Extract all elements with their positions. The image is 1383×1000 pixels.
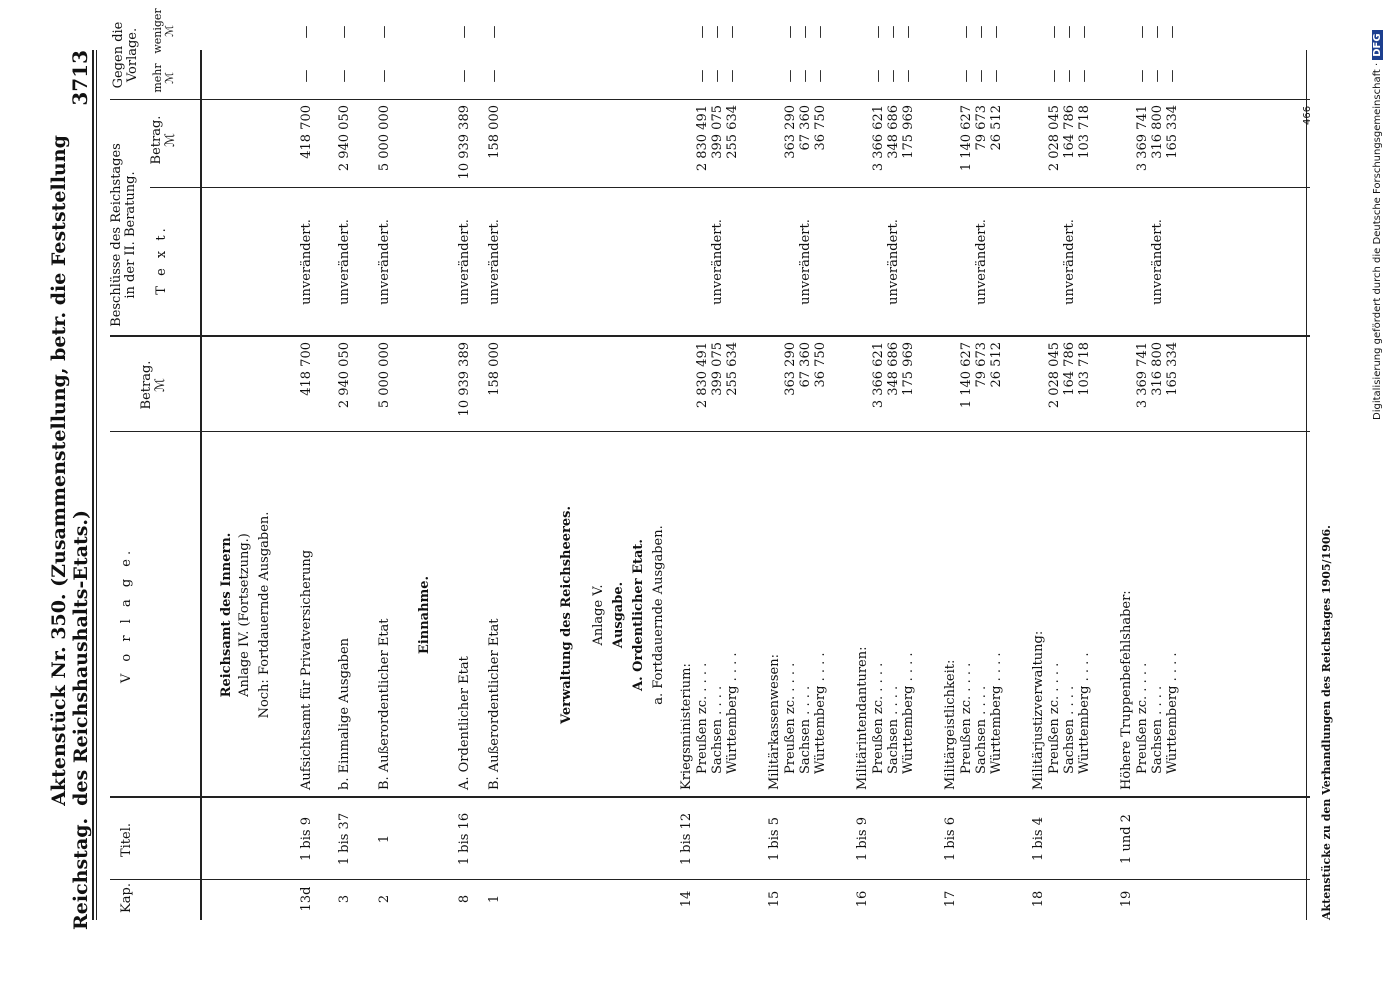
group-betrag: 399 075 [710, 342, 725, 396]
row-label: Anlage V. [591, 584, 606, 646]
group-betrag2: 348 686 [886, 105, 901, 159]
group-state: Sachsen . . . . [1150, 685, 1165, 774]
row-label: Reichsamt des Innern. [219, 532, 234, 698]
group-betrag: 348 686 [886, 342, 901, 396]
group-betrag: 1 140 627 [959, 342, 974, 409]
row-titel: 1 [377, 834, 392, 844]
header-title: Aktenstück Nr. 350. (Zusammenstellung, betr. die Feststellung des Reichshaushalts-Etats.) [48, 135, 92, 806]
row-betrag2: 5 000 000 [377, 105, 392, 172]
group-betrag: 164 786 [1062, 342, 1077, 396]
group-state: Württemberg . . . . [989, 652, 1004, 774]
group-mehr: — [901, 69, 916, 83]
group-betrag2: 164 786 [1062, 105, 1077, 159]
group-betrag: 26 512 [989, 342, 1004, 388]
group-betrag2: 1 140 627 [959, 105, 974, 172]
group-betrag: 79 673 [974, 342, 989, 388]
group-betrag: 67 360 [798, 342, 813, 388]
group-weniger: — [813, 25, 828, 39]
group-weniger: — [1047, 25, 1062, 39]
group-state: Preußen zc. . . . . [1135, 662, 1150, 774]
col-vorlage: V o r l a g e. [119, 546, 134, 684]
page-small-number: 466 [1302, 105, 1313, 125]
group-mehr: — [1047, 69, 1062, 83]
row-weniger: — [377, 25, 392, 39]
page-header [48, 50, 92, 930]
group-betrag2: 165 334 [1165, 105, 1180, 159]
row-titel: 1 bis 9 [299, 817, 314, 861]
group-betrag2: 79 673 [974, 105, 989, 151]
row-label: Anlage IV. (Fortsetzung.) [237, 533, 252, 697]
group-betrag2: 363 290 [783, 105, 798, 159]
group-mehr: — [989, 69, 1004, 83]
group-weniger: — [1150, 25, 1165, 39]
group-betrag2: 67 360 [798, 105, 813, 151]
group-kap: 14 [679, 890, 694, 908]
col-betrag2-unit: ℳ [163, 133, 179, 147]
group-state: Preußen zc. . . . . [959, 662, 974, 774]
group-betrag: 3 369 741 [1135, 342, 1150, 409]
row-text: unverändert. [299, 219, 314, 305]
bottom-rule [1306, 50, 1307, 920]
row-betrag2: 2 940 050 [337, 105, 352, 172]
col-weniger-label: weniger [151, 8, 164, 54]
row-betrag: 10 939 389 [457, 342, 472, 417]
row-titel: 1 bis 16 [457, 812, 472, 866]
col-mehr-label: mehr [151, 63, 164, 93]
row-label: a. Fortdauernde Ausgaben. [651, 525, 666, 705]
row-kap: 2 [377, 894, 392, 904]
digitization-note [1372, 30, 1383, 420]
row-weniger: — [299, 25, 314, 39]
row-label: Noch: Fortdauernde Ausgaben. [257, 511, 272, 719]
row-betrag: 2 940 050 [337, 342, 352, 409]
group-betrag2: 2 028 045 [1047, 105, 1062, 172]
row-label: B. Außerordentlicher Etat [487, 618, 502, 790]
col-gegen: Gegen die Vorlage. [111, 21, 141, 89]
group-weniger: — [901, 25, 916, 39]
group-state: Preußen zc. . . . . [783, 662, 798, 774]
group-mehr: — [695, 69, 710, 83]
group-state: Sachsen . . . . [798, 685, 813, 774]
group-titel: 1 bis 4 [1031, 817, 1046, 861]
group-betrag: 103 718 [1077, 342, 1092, 396]
sep-vorlage [110, 431, 1310, 432]
group-weniger: — [798, 25, 813, 39]
group-kap: 15 [767, 890, 782, 908]
group-betrag2: 26 512 [989, 105, 1004, 151]
group-text: unverändert. [1150, 219, 1165, 305]
col-text: T e x t. [154, 225, 169, 295]
group-text: unverändert. [1062, 219, 1077, 305]
group-mehr: — [1150, 69, 1165, 83]
row-kap: 1 [487, 894, 502, 904]
group-betrag2: 3 366 621 [871, 105, 886, 172]
group-betrag2: 399 075 [710, 105, 725, 159]
group-text: unverändert. [974, 219, 989, 305]
group-weniger: — [1062, 25, 1077, 39]
group-state: Preußen zc. . . . . [871, 662, 886, 774]
group-kap: 18 [1031, 890, 1046, 908]
group-mehr: — [725, 69, 740, 83]
col-mehr [152, 56, 176, 100]
group-state: Preußen zc. . . . . [1047, 662, 1062, 774]
group-label: Höhere Truppenbefehlshaber: [1119, 590, 1134, 790]
group-label: Militärkassenwesen: [767, 654, 782, 790]
group-titel: 1 und 2 [1119, 814, 1134, 864]
group-state: Württemberg . . . . [725, 652, 740, 774]
group-weniger: — [783, 25, 798, 39]
digitization-text: Digitalisierung gefördert durch die Deutsche Forschungsgemeinschaft · [1372, 62, 1383, 420]
row-mehr: — [299, 69, 314, 83]
group-state: Sachsen . . . . [886, 685, 901, 774]
row-betrag2: 10 939 389 [457, 105, 472, 180]
col-kap: Kap. [119, 883, 134, 913]
row-label: A. Ordentlicher Etat. [631, 539, 646, 691]
row-label: Aufsichtsamt für Privatversicherung [299, 549, 314, 790]
sep-kap [110, 879, 1310, 880]
row-label: Verwaltung des Reichsheeres. [559, 506, 574, 724]
group-weniger: — [959, 25, 974, 39]
group-mehr: — [1135, 69, 1150, 83]
group-mehr: — [871, 69, 886, 83]
group-state: Württemberg . . . . [1077, 652, 1092, 774]
group-betrag: 2 830 491 [695, 342, 710, 409]
row-mehr: — [377, 69, 392, 83]
row-text: unverändert. [377, 219, 392, 305]
row-betrag: 418 700 [299, 342, 314, 396]
col-beschluesse: Beschlüsse des Reichstages in der II. Beratung. [109, 143, 139, 327]
row-betrag2: 158 000 [487, 105, 502, 159]
group-weniger: — [974, 25, 989, 39]
group-betrag: 3 366 621 [871, 342, 886, 409]
col-betrag-label: Betrag. [139, 360, 154, 410]
group-label: Militärgeistlichkeit: [943, 659, 958, 790]
group-text: unverändert. [886, 219, 901, 305]
row-betrag: 5 000 000 [377, 342, 392, 409]
group-betrag2: 2 830 491 [695, 105, 710, 172]
row-weniger: — [457, 25, 472, 39]
row-weniger: — [487, 25, 502, 39]
sep-text [150, 187, 1310, 188]
group-mehr: — [1165, 69, 1180, 83]
group-mehr: — [886, 69, 901, 83]
group-titel: 1 bis 6 [943, 817, 958, 861]
group-betrag2: 103 718 [1077, 105, 1092, 159]
group-weniger: — [1165, 25, 1180, 39]
group-mehr: — [959, 69, 974, 83]
group-betrag: 316 800 [1150, 342, 1165, 396]
group-label: Militärintendanturen: [855, 646, 870, 790]
sep-betrag2 [110, 99, 1310, 100]
group-state: Sachsen . . . . [710, 685, 725, 774]
group-label: Militärjustizverwaltung: [1031, 630, 1046, 790]
group-weniger: — [871, 25, 886, 39]
group-state: Preußen zc. . . . . [695, 662, 710, 774]
group-mehr: — [783, 69, 798, 83]
group-titel: 1 bis 12 [679, 812, 694, 866]
row-weniger: — [337, 25, 352, 39]
group-weniger: — [989, 25, 1004, 39]
row-betrag: 158 000 [487, 342, 502, 396]
group-mehr: — [1077, 69, 1092, 83]
group-betrag: 36 750 [813, 342, 828, 388]
group-state: Württemberg . . . . [1165, 652, 1180, 774]
col-mehr-unit: ℳ [163, 72, 177, 84]
group-betrag2: 36 750 [813, 105, 828, 151]
group-betrag: 363 290 [783, 342, 798, 396]
sep-betrag [110, 335, 1310, 337]
group-mehr: — [1062, 69, 1077, 83]
group-mehr: — [974, 69, 989, 83]
row-mehr: — [487, 69, 502, 83]
group-titel: 1 bis 5 [767, 817, 782, 861]
group-weniger: — [695, 25, 710, 39]
col-betrag [140, 340, 169, 430]
row-label: A. Ordentlicher Etat [457, 656, 472, 790]
dfg-logo: DFG [1372, 30, 1383, 59]
group-mehr: — [798, 69, 813, 83]
col-betrag-unit: ℳ [153, 378, 169, 392]
row-mehr: — [457, 69, 472, 83]
group-titel: 1 bis 9 [855, 817, 870, 861]
group-text: unverändert. [798, 219, 813, 305]
group-kap: 17 [943, 890, 958, 908]
row-titel: 1 bis 37 [337, 812, 352, 866]
page-footer: Aktenstücke zu den Verhandlungen des Reichstages 1905/1906. [1320, 525, 1333, 920]
row-kap: 3 [337, 894, 352, 904]
col-betrag2 [150, 95, 179, 185]
group-state: Sachsen . . . . [1062, 685, 1077, 774]
group-betrag: 165 334 [1165, 342, 1180, 396]
row-mehr: — [337, 69, 352, 83]
group-kap: 19 [1119, 890, 1134, 908]
group-weniger: — [710, 25, 725, 39]
group-mehr: — [813, 69, 828, 83]
group-weniger: — [725, 25, 740, 39]
group-label: Kriegsministerium: [679, 663, 694, 790]
group-mehr: — [710, 69, 725, 83]
group-betrag2: 175 969 [901, 105, 916, 159]
group-weniger: — [1135, 25, 1150, 39]
row-label: Ausgabe. [611, 581, 626, 649]
row-label: B. Außerordentlicher Etat [377, 618, 392, 790]
group-betrag2: 316 800 [1150, 105, 1165, 159]
colhead-rule [200, 50, 202, 920]
group-state: Sachsen . . . . [974, 685, 989, 774]
row-label: b. Einmalige Ausgaben [337, 637, 352, 790]
row-text: unverändert. [337, 219, 352, 305]
row-text: unverändert. [487, 219, 502, 305]
row-kap: 13d [299, 886, 314, 912]
group-state: Württemberg . . . . [813, 652, 828, 774]
group-betrag2: 255 634 [725, 105, 740, 159]
group-text: unverändert. [710, 219, 725, 305]
header-rule [92, 50, 94, 920]
group-betrag: 2 028 045 [1047, 342, 1062, 409]
group-betrag: 175 969 [901, 342, 916, 396]
group-betrag2: 3 369 741 [1135, 105, 1150, 172]
col-betrag2-label: Betrag. [149, 115, 164, 165]
header-page-number: 3713 [68, 50, 92, 106]
row-betrag2: 418 700 [299, 105, 314, 159]
row-label: Einnahme. [417, 575, 432, 655]
sep-titel [110, 796, 1310, 798]
col-weniger-unit: ℳ [163, 25, 177, 37]
row-text: unverändert. [457, 219, 472, 305]
group-state: Württemberg . . . . [901, 652, 916, 774]
row-kap: 8 [457, 894, 472, 904]
col-titel: Titel. [119, 822, 134, 858]
header-reichstag: Reichstag. [70, 817, 92, 930]
group-betrag: 255 634 [725, 342, 740, 396]
group-kap: 16 [855, 890, 870, 908]
header-rule-thin [96, 50, 97, 920]
group-weniger: — [1077, 25, 1092, 39]
group-weniger: — [886, 25, 901, 39]
col-weniger [152, 7, 176, 55]
